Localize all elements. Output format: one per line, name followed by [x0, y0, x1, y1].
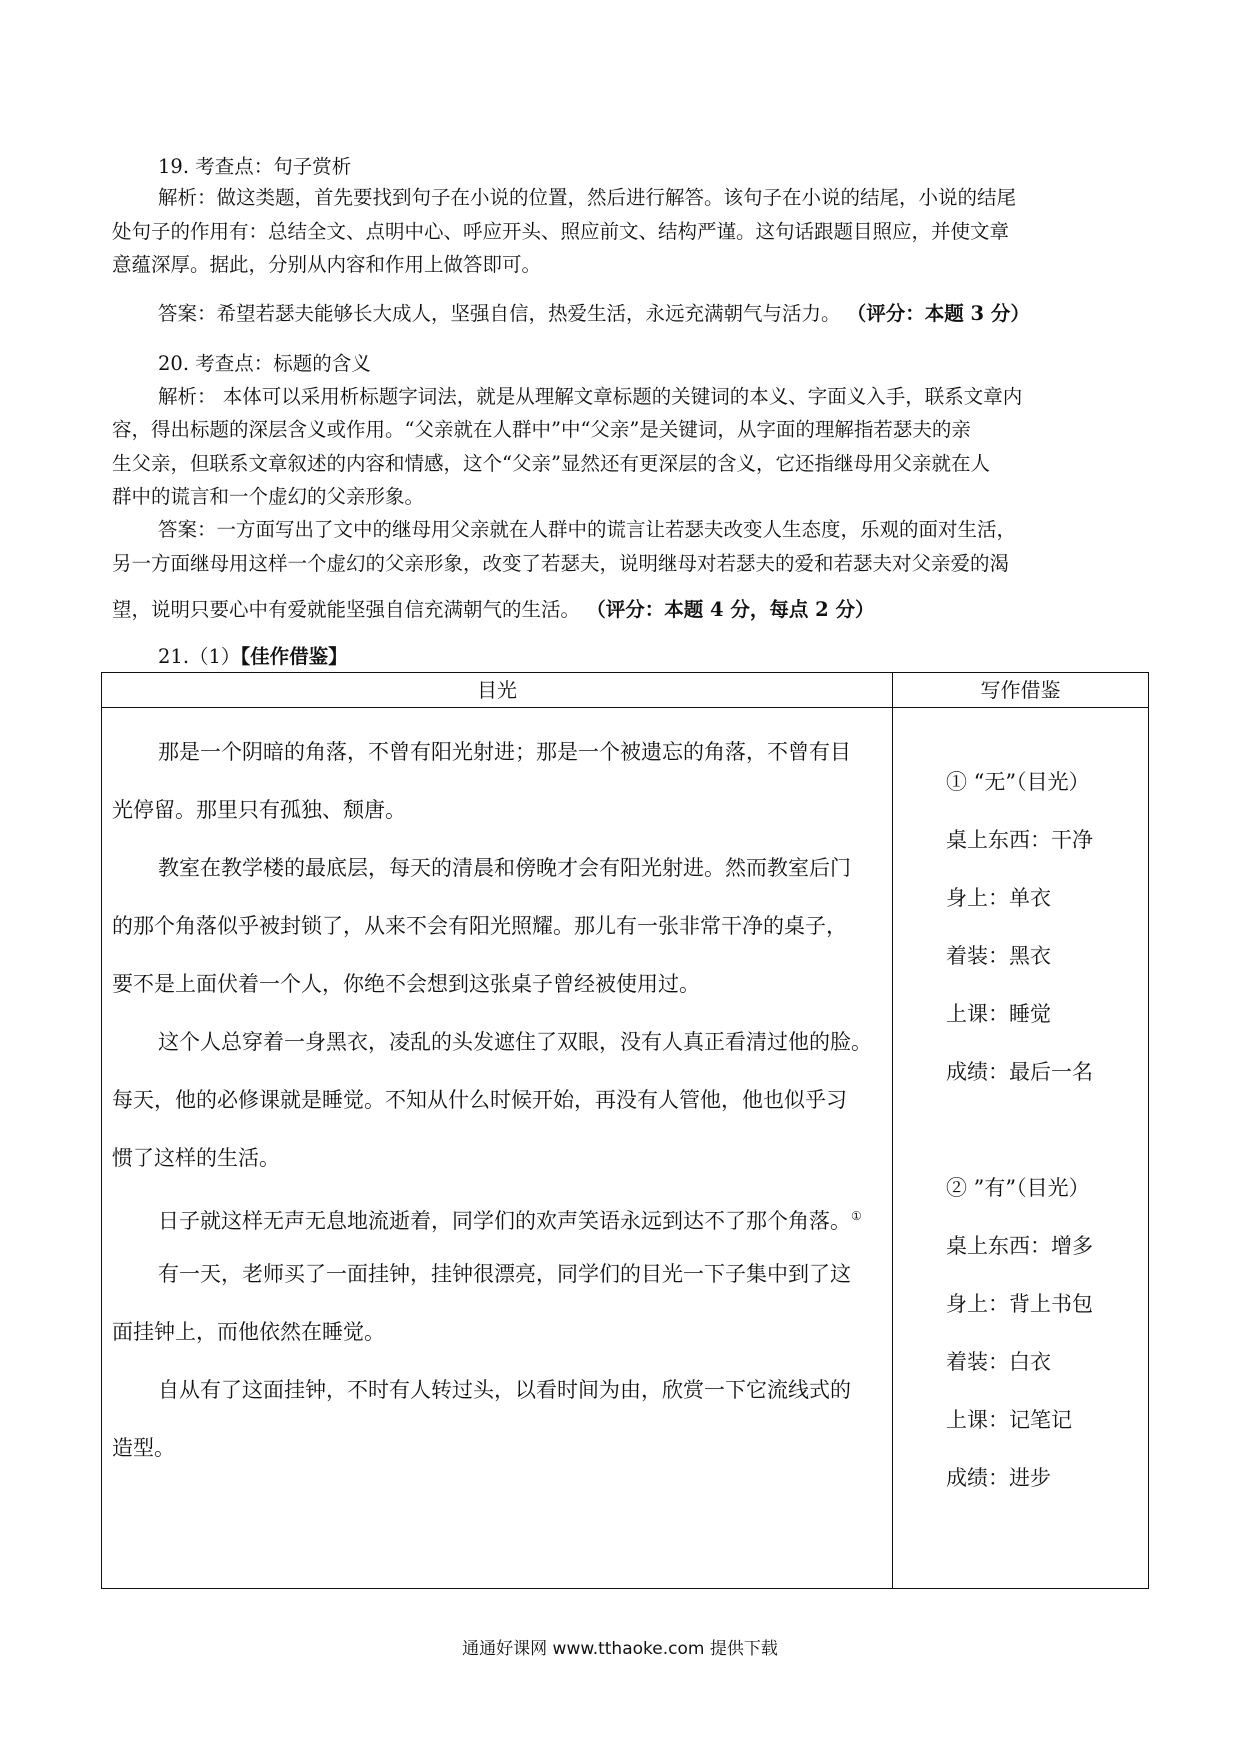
essay-text-cell: [102, 708, 893, 1589]
reference-line-7: ② ”有”（目光）: [946, 1176, 1090, 1200]
essay-table-header-row: [102, 673, 1149, 708]
reference-line-8: 桌上东西：增多: [946, 1234, 1093, 1258]
essay-line-4: 的那个角落似乎被封锁了，从来不会有阳光照耀。那儿有一张非常干净的桌子，: [112, 914, 847, 938]
essay-line-13: 造型。: [112, 1436, 175, 1460]
reference-line-3: 身上：单衣: [946, 886, 1051, 910]
reference-line-11: 上课：记笔记: [946, 1408, 1072, 1432]
essay-title-header: 目光: [102, 673, 893, 708]
q19-answer-text: 答案：希望若瑟夫能够长大成人，坚强自信，热爱生活，永远充满朝气与活力。: [158, 302, 841, 325]
q21-heading-num: 21.（1）: [158, 645, 241, 668]
q19-analysis-line-2: 处句子的作用有：总结全文、点明中心、呼应开头、照应前文、结构严谨。这句话跟题目照应，并使文章: [112, 220, 1010, 243]
q20-analysis-line-1: 解析： 本体可以采用析标题字词法，就是从理解文章标题的关键词的本义、字面义入手，联系文章内: [158, 385, 1023, 408]
q20-answer-text: 望，说明只要心中有爱就能坚强自信充满朝气的生活。: [112, 598, 581, 621]
q20-answer-line-2: 另一方面继母用这样一个虚幻的父亲形象，改变了若瑟夫，说明继母对若瑟夫的爱和若瑟夫对父亲爱的渴: [112, 552, 1010, 575]
page-footer: 通通好课网 www.tthaoke.com 提供下载: [462, 1639, 778, 1659]
essay-line-7: 每天，他的必修课就是睡觉。不知从什么时候开始，再没有人管他，他也似乎习: [112, 1088, 847, 1112]
q20-analysis-line-2: 容，得出标题的深层含义或作用。“父亲就在人群中”中“父亲”是关键词，从字面的理解指若瑟夫的亲: [112, 418, 971, 441]
reference-line-1: ① “无”（目光）: [946, 770, 1090, 794]
q21-heading: [158, 645, 348, 669]
essay-annotation-mark: ①: [851, 1209, 862, 1223]
writing-reference-cell: [893, 708, 1149, 1589]
reference-line-2: 桌上东西：干净: [946, 828, 1093, 852]
q20-answer-line-1: 答案：一方面写出了文中的继母用父亲就在人群中的谎言让若瑟夫改变人生态度，乐观的面对生活，: [158, 518, 1017, 541]
reference-line-4: 着装：黑衣: [946, 944, 1051, 968]
q19-answer: [158, 302, 1030, 326]
reference-line-10: 着装：白衣: [946, 1350, 1051, 1374]
essay-line-10: 有一天，老师买了一面挂钟，挂钟很漂亮，同学们的目光一下子集中到了这: [158, 1262, 851, 1286]
essay-line-11: 面挂钟上，而他依然在睡觉。: [112, 1320, 385, 1344]
essay-line-8: 惯了这样的生活。: [112, 1146, 280, 1170]
q21-heading-label: 【佳作借鉴】: [240, 645, 348, 668]
q20-analysis-line-3: 生父亲，但联系文章叙述的内容和情感，这个“父亲”显然还有更深层的含义，它还指继母用父亲就在人: [112, 452, 990, 475]
essay-line-9-text: 日子就这样无声无息地流逝着，同学们的欢声笑语永远到达不了那个角落。: [158, 1209, 851, 1233]
reference-line-6: 成绩：最后一名: [946, 1060, 1093, 1084]
reference-line-9: 身上：背上书包: [946, 1292, 1093, 1316]
essay-line-12: 自从有了这面挂钟，不时有人转过头，以看时间为由，欣赏一下它流线式的: [158, 1378, 851, 1402]
q19-heading: 19. 考查点：句子赏析: [158, 155, 352, 178]
q19-analysis-line-3: 意蕴深厚。据此，分别从内容和作用上做答即可。: [112, 253, 542, 276]
essay-line-3: 教室在教学楼的最底层，每天的清晨和傍晚才会有阳光射进。然而教室后门: [158, 856, 851, 880]
essay-table-body-row: [102, 708, 1149, 1589]
reference-line-12: 成绩：进步: [946, 1466, 1051, 1490]
essay-line-1: 那是一个阴暗的角落，不曾有阳光射进；那是一个被遗忘的角落，不曾有目: [158, 740, 851, 764]
q20-score: （评分：本题 4 分，每点 2 分）: [586, 598, 875, 621]
q20-answer-line-3: [112, 598, 875, 622]
q19-analysis-line-1: 解析：做这类题，首先要找到句子在小说的位置，然后进行解答。该句子在小说的结尾，小说的结尾: [158, 186, 1017, 209]
writing-reference-header: 写作借鉴: [893, 673, 1149, 708]
essay-table: [101, 672, 1149, 1589]
q19-score: （评分：本题 3 分）: [846, 302, 1030, 325]
essay-line-5: 要不是上面伏着一个人，你绝不会想到这张桌子曾经被使用过。: [112, 972, 700, 996]
essay-line-2: 光停留。那里只有孤独、颓唐。: [112, 798, 406, 822]
essay-line-9: [158, 1202, 862, 1235]
q20-heading: 20. 考查点：标题的含义: [158, 352, 371, 375]
q20-analysis-line-4: 群中的谎言和一个虚幻的父亲形象。: [112, 485, 425, 508]
essay-line-6: 这个人总穿着一身黑衣，凌乱的头发遮住了双眼，没有人真正看清过他的脸。: [158, 1030, 872, 1054]
reference-line-5: 上课：睡觉: [946, 1002, 1051, 1026]
